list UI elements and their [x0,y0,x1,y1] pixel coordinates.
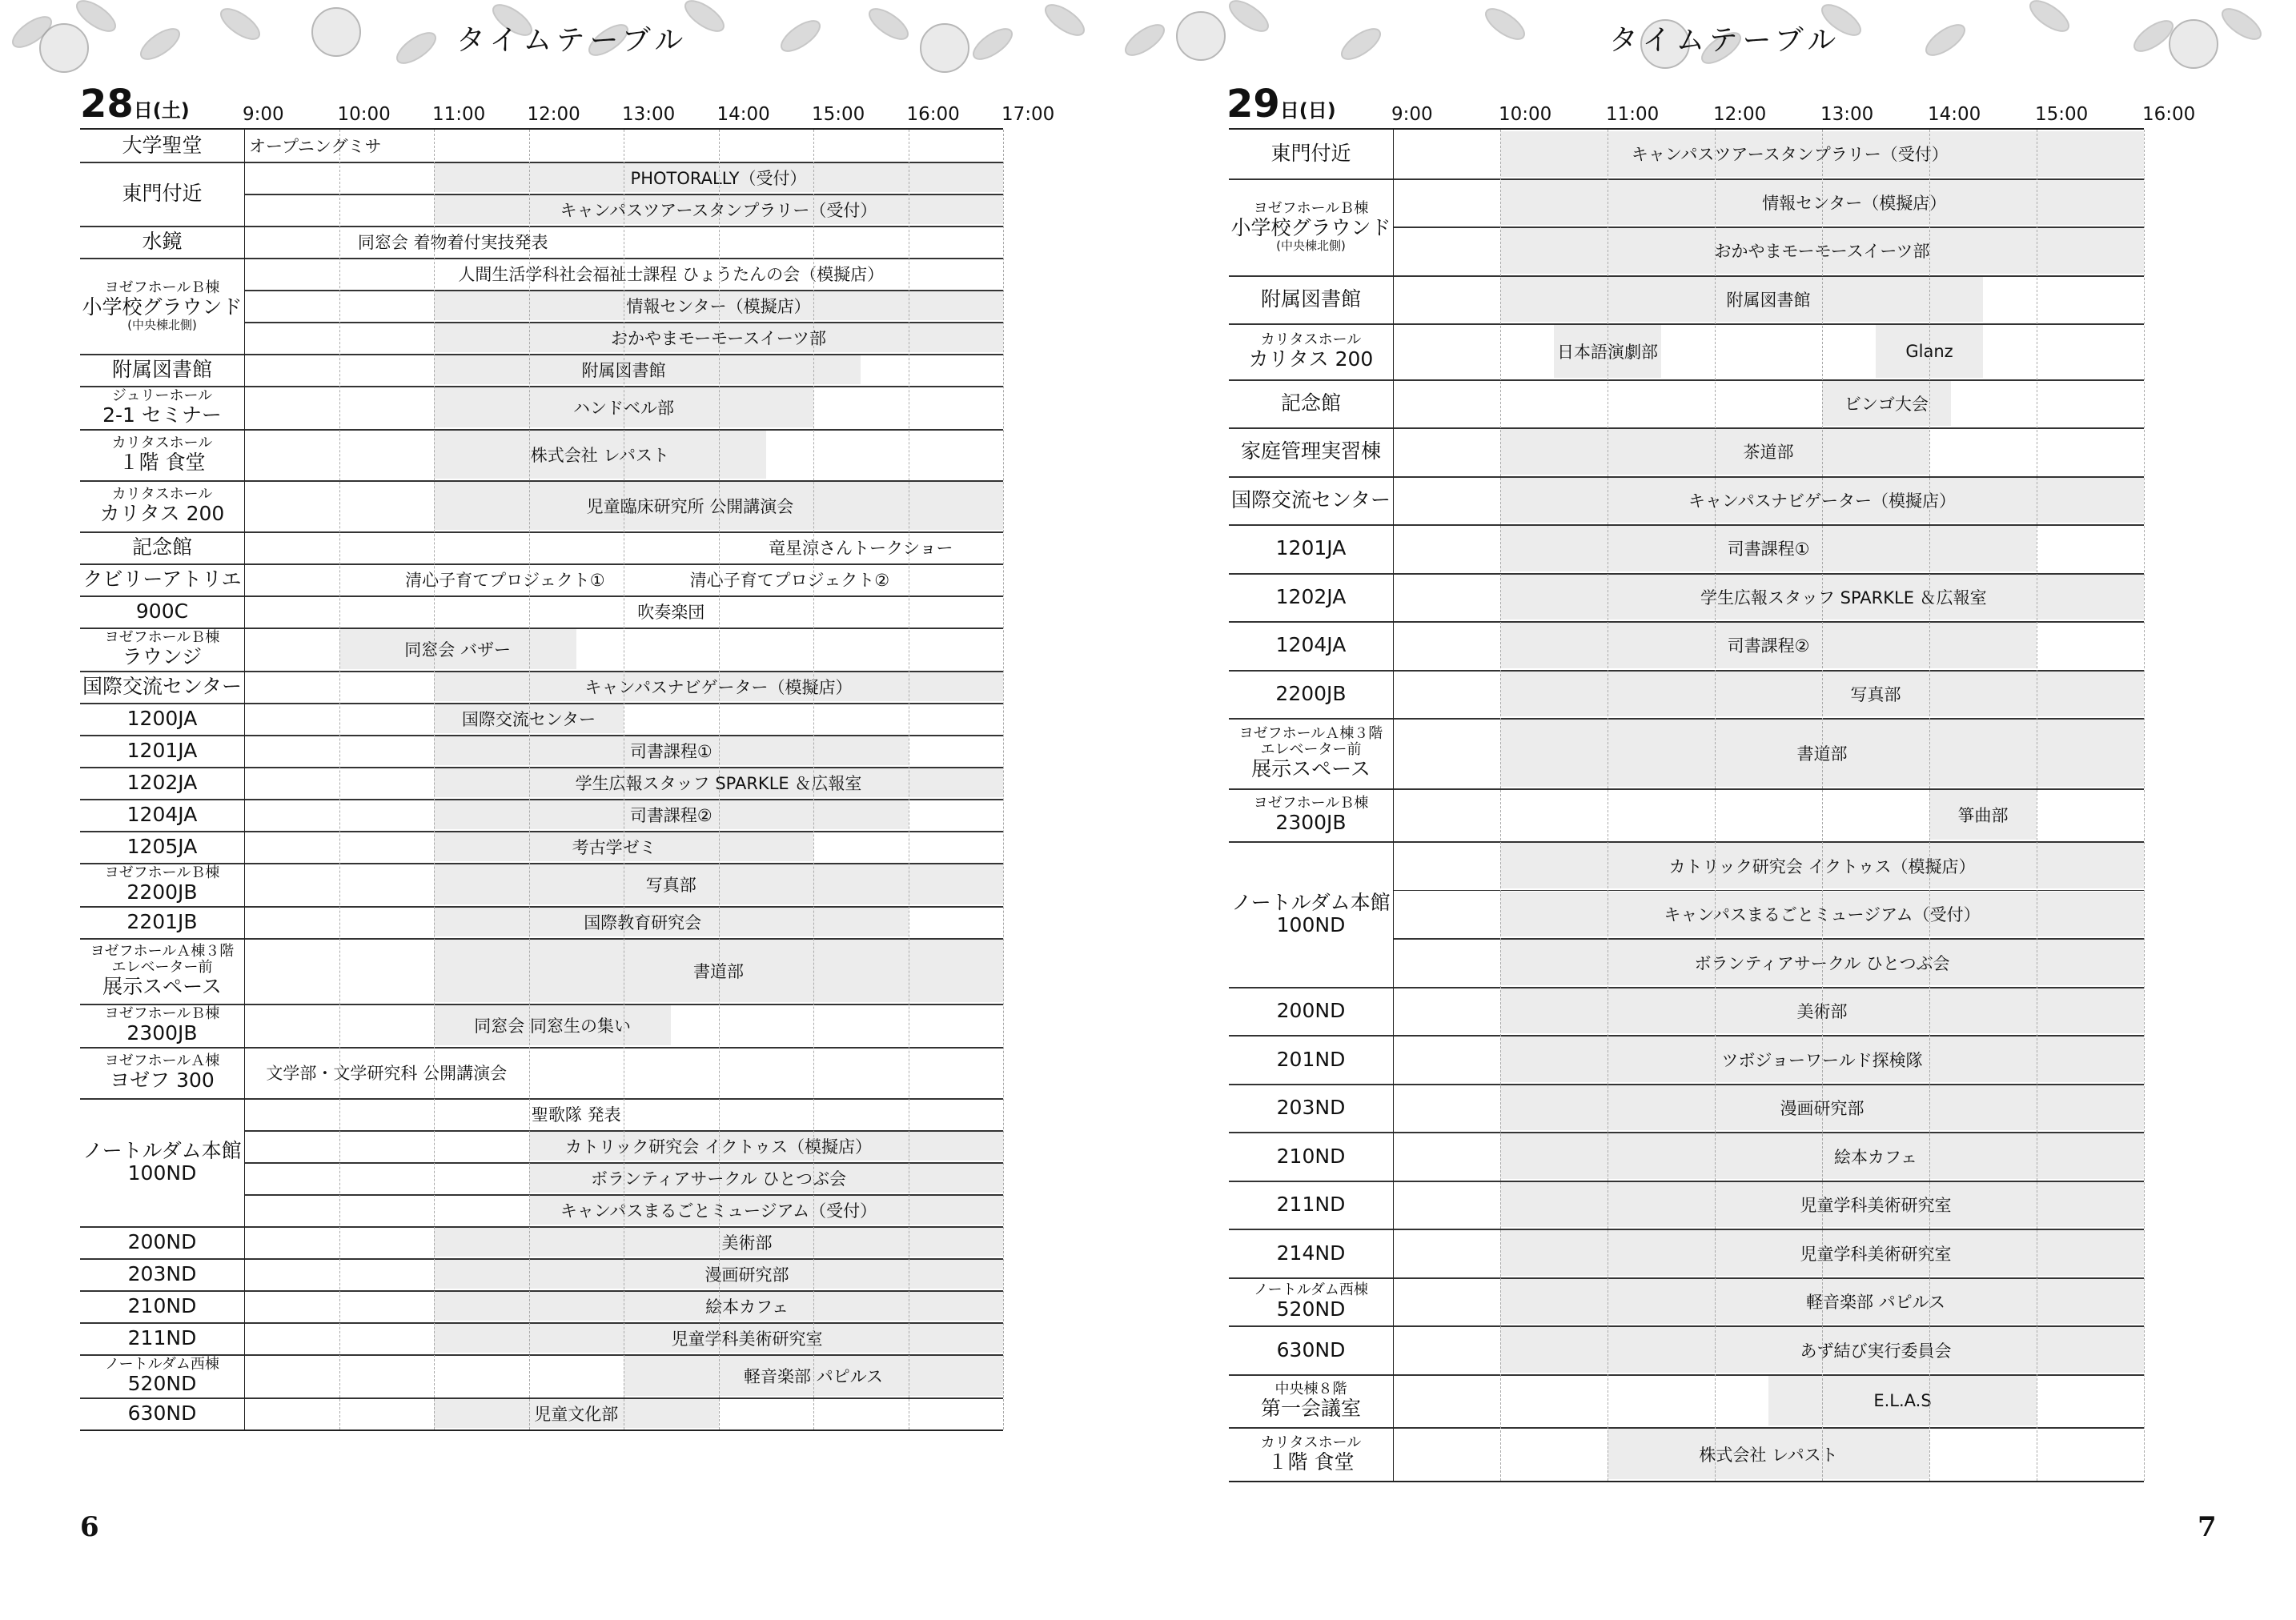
flower-ornament [2170,20,2218,68]
venue-label [1229,1084,1393,1133]
venue-name-line: カリタスホール [111,485,213,503]
venue-name-line: エレベーター前 [1260,740,1362,758]
venue-name-line: 1205JA [126,835,198,858]
event-label: Glanz [1905,341,1953,361]
venue-name-line: カリタスホール [1260,331,1362,348]
venue-label [80,1354,244,1397]
page-number-left: 6 [80,1511,99,1543]
venue-label [80,831,244,863]
event-label: 美術部 [721,1233,773,1253]
venue-name-line: ジュリーホール [111,387,213,404]
venue-label [1229,427,1393,476]
venue-label [1229,323,1393,379]
event-label: キャンパスまるごとミュージアム（受付） [560,1201,877,1221]
event-label: 絵本カフェ [1834,1147,1917,1167]
hour-label: 9:00 [1391,104,1433,125]
venue-label [80,799,244,831]
venue-name-line: ヨゼフホールＡ棟 [104,1052,220,1069]
venue-name-line: 214ND [1276,1241,1346,1265]
event-label: 清心子育てプロジェクト② [689,571,890,590]
venue-name-line: 記念館 [1280,391,1341,415]
venue-label [80,863,244,906]
venue-label [80,226,244,258]
event-label: 司書課程① [629,742,712,761]
page-number-right: 7 [2198,1511,2217,1543]
event-label: PHOTORALLY（受付） [630,169,807,188]
leaf-ornament [136,23,184,65]
leaf-ornament [1337,23,1385,65]
venue-name-line: 1204JA [126,803,198,826]
venue-name-line: 1202JA [1275,584,1347,608]
venue-name-line: 1204JA [1275,633,1347,657]
venue-name-line: 630ND [1276,1337,1346,1361]
leaf-ornament [865,3,913,45]
venue-label [1229,987,1393,1036]
event-label: 児童学科美術研究室 [671,1329,823,1349]
venue-label [80,563,244,595]
event-label: 司書課程① [1727,539,1810,559]
venue-name-line: カリタスホール [1260,1434,1362,1451]
day-number: 28 [80,82,134,126]
venue-name-line: 520ND [127,1372,197,1396]
leaf-ornament [1041,0,1089,41]
venue-name-line: 100ND [127,1161,197,1185]
event-label: キャンパスツアースタンプラリー（受付） [1631,145,1949,165]
hour-label: 13:00 [1820,104,1874,125]
event-label: 軽音楽部 パピルス [743,1367,884,1386]
hour-label: 11:00 [1606,104,1660,125]
page-title-right: タイムテーブル [1609,24,1841,57]
venue-name-line: エレベーター前 [111,959,213,976]
event-label: 同窓会 着物着付実技発表 [357,233,548,252]
hour-gridline [719,130,720,1430]
venue-label [80,480,244,531]
venue-name-line: 附属図書館 [1260,287,1361,311]
venue-name-line: ヨゼフホールＢ棟 [1253,199,1369,217]
leaf-ornament [1921,19,1969,61]
flower-ornament [921,24,969,72]
leaf-ornament [1225,0,1273,37]
event-label: ボランティアサークル ひとつぶ会 [1694,953,1950,973]
venue-label [1229,841,1393,987]
venue-label [80,1098,244,1226]
venue-name-line: ヨゼフ 300 [110,1069,215,1093]
venue-name-line: 203ND [1276,1096,1346,1120]
venue-name-line: 211ND [127,1326,197,1349]
venue-name-line: カリタス 200 [99,502,225,526]
venue-label [80,767,244,799]
venue-label [80,595,244,628]
venue-label [80,671,244,703]
venue-name-line: ヨゼフホールＡ棟３階 [90,942,235,960]
venue-name-line: 211ND [1276,1193,1346,1217]
venue-label [1229,1035,1393,1084]
event-label: 吹奏楽団 [637,603,705,622]
venue-name-line: カリタスホール [111,434,213,451]
sub-row-divider [1393,227,2144,228]
venue-label [80,130,244,162]
venue-name-line: 520ND [1276,1297,1346,1321]
event-label: ボランティアサークル ひとつぶ会 [591,1169,846,1189]
event-label: キャンパスツアースタンプラリー（受付） [560,201,877,220]
venue-label [1229,1325,1393,1374]
hour-gridline [529,130,530,1430]
event-label: 書道部 [1796,744,1848,764]
event-label: 株式会社 レパスト [530,446,669,465]
hour-label: 12:00 [1713,104,1767,125]
venue-name-line: 203ND [127,1262,197,1285]
event-label: 考古学ゼミ [572,838,656,857]
venue-name-line: 900C [135,599,189,623]
event-label: 軽音楽部 パピルス [1805,1293,1946,1313]
event-label: キャンパスナビゲーター（模擬店） [584,678,853,697]
day-header-28 [80,82,190,126]
venue-label [80,531,244,563]
hour-label: 11:00 [432,104,486,125]
event-label: 同窓会 同窓生の集い [474,1017,631,1036]
venue-label [80,906,244,938]
venue-label [80,1004,244,1047]
venue-name-line: ノートルダム本館 [1231,891,1391,915]
venue-label [80,354,244,386]
venue-label [1229,1374,1393,1428]
leaf-ornament [1121,19,1169,61]
venue-name-line: 小学校グラウンド [1230,215,1391,239]
event-label: 児童学科美術研究室 [1800,1196,1952,1216]
venue-name-line: 東門付近 [1270,142,1351,166]
venue-label [80,386,244,429]
leaf-ornament [1481,3,1529,45]
venue-name-line: 附属図書館 [111,358,212,381]
venue-name-line: 201ND [1276,1047,1346,1071]
venue-name-line: ヨゼフホールＡ棟３階 [1238,724,1383,742]
event-label: 写真部 [645,876,696,895]
hour-gridline [1929,130,1930,1481]
event-label: 書道部 [693,962,744,981]
venue-label [1229,670,1393,719]
event-label: 聖歌隊 発表 [531,1105,621,1125]
leaf-ornament [2218,3,2266,45]
event-label: 国際交流センター [461,710,596,729]
venue-name-line: 大学聖堂 [122,134,203,157]
venue-name-line: 2201JB [126,910,198,933]
venue-name-line: ラウンジ [122,645,203,669]
venue-label [80,1258,244,1290]
venue-name-line: 記念館 [131,535,192,559]
venue-name-line: 水鏡 [142,230,183,253]
venue-name-line: 1202JA [126,771,198,794]
venue-name-line: 2200JB [126,880,198,904]
floral-header-decoration [0,0,2296,88]
hour-label: 14:00 [1928,104,1981,125]
venue-label [80,1322,244,1354]
venue-label [80,628,244,671]
venue-name-line: 210ND [1276,1144,1346,1168]
event-label: 児童文化部 [534,1405,619,1424]
day-number: 29 [1226,82,1280,126]
hour-label: 17:00 [1001,104,1055,125]
venue-label [80,429,244,480]
venue-name-line: 東門付近 [122,182,203,205]
hour-label: 16:00 [906,104,960,125]
day-suffix: 日(日) [1279,99,1336,122]
venue-name-line: カリタス 200 [1248,347,1374,371]
venue-name-line: 100ND [1276,913,1346,937]
venue-label [1229,476,1393,525]
venue-label [1229,1277,1393,1326]
event-label: 学生広報スタッフ SPARKLE ＆広報室 [1700,587,1987,608]
venue-name-line: 2-1 セミナー [102,403,222,427]
venue-name-line: ヨゼフホールＢ棟 [104,1004,220,1022]
event-label: 同窓会 バザー [404,640,511,660]
day-suffix: 日(土) [133,99,190,122]
venue-label [1229,1181,1393,1229]
event-label: 情報センター（模擬店） [626,297,811,316]
venue-label [80,703,244,735]
page-title-left: タイムテーブル [456,24,688,57]
venue-name-line: 2200JB [1275,681,1347,705]
event-label: ツボジョーワールド探検隊 [1721,1050,1923,1070]
venue-label [80,938,244,1004]
venue-name-line: ヨゼフホールＢ棟 [104,864,220,881]
timetable-grid [1229,128,2144,1482]
event-label: おかやまモーモースイーツ部 [1714,242,1930,262]
event-label: 司書課程② [1727,636,1810,656]
event-label: 絵本カフェ [705,1297,789,1317]
hour-gridline [1500,130,1501,1481]
event-label: 情報センター（模擬店） [1762,193,1947,213]
event-label: ハンドベル部 [573,399,674,418]
venue-label [80,1047,244,1098]
event-label: カトリック研究会 イクトゥス（模擬店） [1668,856,1976,876]
venue-name-line: ヨゼフホールＢ棟 [104,279,220,296]
venue-name-line: 2300JB [126,1021,198,1045]
venue-label [80,1226,244,1258]
leaf-ornament [216,3,264,45]
venue-name-line: 小学校グラウンド [82,295,243,319]
hour-gridline [1715,130,1716,1481]
event-label: 清心子育てプロジェクト① [405,571,605,590]
event-label: 写真部 [1850,684,1901,704]
venue-label [1229,178,1393,275]
sub-row-divider [1393,890,2144,892]
event-label: 漫画研究部 [704,1265,789,1285]
venue-name-line: 210ND [127,1294,197,1317]
hour-label: 15:00 [2035,104,2089,125]
venue-label [1229,621,1393,670]
event-label: 学生広報スタッフ SPARKLE ＆広報室 [575,774,862,793]
venue-name-line: ノートルダム西棟 [105,1355,219,1373]
venue-label [1229,379,1393,428]
event-label: 児童臨床研究所 公開講演会 [586,497,794,516]
event-label: 司書課程② [629,806,712,825]
venue-label [80,162,244,226]
hour-label: 10:00 [1499,104,1552,125]
venue-label [80,735,244,767]
hour-label: 14:00 [716,104,770,125]
event-label: キャンパスナビゲーター（模擬店） [1688,491,1957,511]
venue-label [1229,130,1393,178]
day-header-29 [1226,82,1336,126]
event-label: 株式会社 レパスト [1699,1445,1838,1465]
event-label: おかやまモーモースイーツ部 [610,329,827,348]
hour-gridline [1003,130,1004,1430]
venue-name-line: 200ND [127,1230,197,1253]
hour-label: 12:00 [527,104,580,125]
hour-gridline [813,130,814,1430]
venue-name-line: 630ND [127,1401,197,1425]
event-label: 附属図書館 [581,361,666,380]
venue-name-line: 国際交流センター [82,675,242,698]
leaf-ornament [2025,0,2073,37]
venue-label [80,1290,244,1322]
event-label: 国際教育研究会 [584,913,702,932]
venue-name-line: 1200JA [126,707,198,730]
event-label: ビンゴ大会 [1844,394,1929,414]
event-label: 茶道部 [1743,443,1794,463]
venue-name-line: ヨゼフホールＢ棟 [104,628,220,646]
flower-ornament [40,24,88,72]
hour-label: 16:00 [2142,104,2196,125]
venue-name-line: (中央棟北側) [1276,238,1346,253]
venue-label [1229,718,1393,788]
venue-label [80,1397,244,1430]
venue-name-line: 1201JA [1275,536,1347,560]
sub-row-divider [1393,938,2144,940]
venue-name-line: 国際交流センター [1230,487,1391,511]
venue-column-divider [1393,130,1394,1481]
hour-gridline [1822,130,1823,1481]
flower-ornament [1177,12,1225,60]
venue-name-line: 1201JA [126,739,198,762]
venue-name-line: １階 食堂 [1267,1450,1355,1474]
leaf-ornament [969,23,1017,65]
leaf-ornament [392,27,440,69]
flower-ornament [312,8,360,56]
event-label: 児童学科美術研究室 [1800,1244,1952,1264]
venue-name-line: 200ND [1276,999,1346,1023]
event-label: 竜星涼さんトークショー [768,539,953,558]
venue-label [1229,1229,1393,1277]
venue-label [1229,275,1393,324]
venue-name-line: 2300JB [1275,811,1347,835]
event-label: 箏曲部 [1957,806,2009,826]
venue-label [1229,1132,1393,1181]
venue-name-line: ヨゼフホールＢ棟 [1253,794,1369,812]
venue-column-divider [244,130,245,1430]
venue-label [1229,524,1393,573]
venue-label [80,258,244,354]
hour-label: 13:00 [622,104,676,125]
venue-label [1229,788,1393,842]
hour-label: 10:00 [337,104,391,125]
timetable-grid [80,128,1003,1431]
event-label: 日本語演劇部 [1557,342,1658,362]
event-label: カトリック研究会 イクトゥス（模擬店） [565,1137,872,1157]
venue-label [1229,1427,1393,1481]
event-label: キャンパスまるごとミュージアム（受付） [1664,905,1981,925]
venue-name-line: ノートルダム西棟 [1254,1281,1368,1299]
venue-name-line: 展示スペース [1251,757,1371,781]
leaf-ornament [777,15,825,57]
hour-gridline [2144,130,2145,1481]
venue-name-line: クビリーアトリエ [82,567,242,591]
hour-label: 15:00 [812,104,865,125]
venue-name-line: 第一会議室 [1260,1397,1361,1421]
venue-label [1229,573,1393,622]
venue-name-line: 中央棟８階 [1274,1381,1347,1398]
venue-name-line: (中央棟北側) [127,317,197,332]
event-label: 文学部・文学研究科 公開講演会 [266,1064,508,1083]
hour-gridline [339,130,340,1430]
event-label: E.L.A.S [1873,1391,1932,1411]
venue-name-line: １階 食堂 [118,451,206,475]
event-label: 附属図書館 [1726,290,1811,310]
venue-name-line: ノートルダム本館 [82,1139,242,1162]
hour-gridline [434,130,435,1430]
venue-name-line: 展示スペース [102,975,222,999]
event-label: オープニングミサ [249,137,382,156]
event-label: あず結び実行委員会 [1800,1341,1952,1361]
event-label: 漫画研究部 [1780,1099,1864,1119]
hour-label: 9:00 [243,104,284,125]
venue-name-line: 家庭管理実習棟 [1240,439,1381,463]
event-label: 美術部 [1796,1002,1848,1022]
event-label: 人間生活学科社会福祉士課程 ひょうたんの会（模擬店） [458,265,885,284]
